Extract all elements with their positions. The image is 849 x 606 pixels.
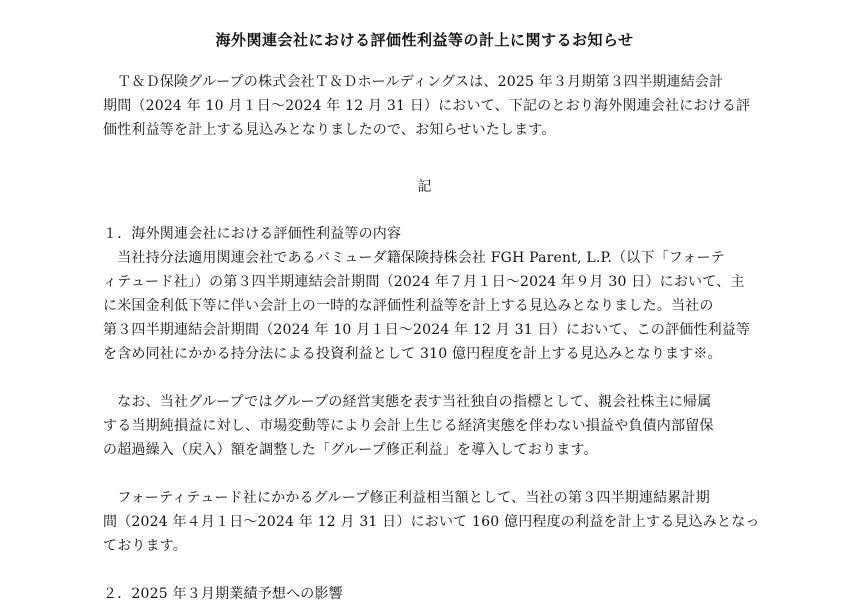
fortitude-line: 間（2024 年４月１日～2024 年 12 月 31 日）において 160 億円程度の利益を計上する見込みとなっ bbox=[103, 514, 760, 530]
section2-heading: ２．2025 年３月期業績予想への影響 bbox=[103, 586, 343, 602]
note-line: する当期純損益に対し、市場変動等により会計上生じる経済実態を伴わない損益や負債内部留保 bbox=[103, 418, 714, 434]
section2 bbox=[103, 582, 753, 606]
intro-paragraph bbox=[103, 70, 753, 142]
intro-line: Ｔ＆Ｄ保険グループの株式会社Ｔ＆Ｄホールディングスは、2025 年３月期第３四半期連結会計 bbox=[103, 74, 724, 90]
intro-line: 期間（2024 年 10 月１日～2024 年 12 月 31 日）において、下記のとおり海外関連会社における評 bbox=[103, 98, 751, 114]
section1-line: 第３四半期連結会計期間（2024 年 10 月１日～2024 年 12 月 31 日）において、この評価性利益等 bbox=[103, 322, 751, 338]
note-paragraph bbox=[103, 390, 753, 462]
section1-line: に米国金利低下等に伴い会計上の一時的な評価性利益等を計上する見込みとなりました。当社の bbox=[103, 298, 714, 314]
section1-heading: １．海外関連会社における評価性利益等の内容 bbox=[103, 226, 402, 242]
fortitude-line: ております。 bbox=[103, 538, 188, 554]
fortitude-paragraph bbox=[103, 486, 760, 558]
section1 bbox=[103, 222, 753, 366]
section1-line: を含め同社にかかる持分法による投資利益として 310 億円程度を計上する見込みとなります※。 bbox=[103, 346, 722, 362]
intro-line: 価性利益等を計上する見込みとなりましたので、お知らせいたします。 bbox=[103, 122, 556, 138]
fortitude-line: フォーティテュード社にかかるグループ修正利益相当額として、当社の第３四半期連結累計期 bbox=[103, 490, 710, 506]
section1-line: 当社持分法適用関連会社であるバミューダ籍保険持株会社 FGH Parent, L.P.（以下「フォーテ bbox=[103, 250, 725, 266]
section1-line: ィテュード社」）の第３四半期連結会計期間（2024 年７月１日～2024 年９月 30 日）において、主 bbox=[103, 274, 745, 290]
note-line: の超過繰入（戻入）額を調整した「グループ修正利益」を導入しております。 bbox=[103, 442, 598, 458]
ki-marker: 記 bbox=[417, 179, 432, 195]
document-title: 海外関連会社における評価性利益等の計上に関するお知らせ bbox=[215, 31, 634, 49]
note-line: なお、当社グループではグループの経営実態を表す当社独自の指標として、親会社株主に帰属 bbox=[103, 394, 712, 410]
